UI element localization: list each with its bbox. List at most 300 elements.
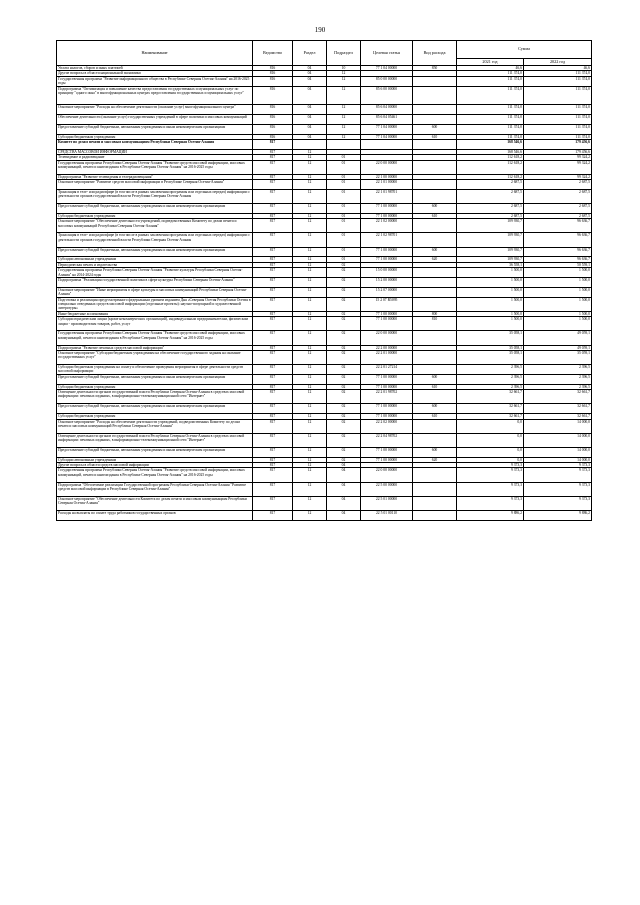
cell-r: 12: [293, 278, 327, 288]
cell-csr: [361, 139, 413, 149]
cell-p: 12: [327, 76, 361, 86]
cell-r: 12: [293, 311, 327, 316]
cell-csr: 22 2 02 00000: [361, 419, 413, 433]
cell-csr: 22 0 00 00000: [361, 331, 413, 345]
cell-csr: 22 1 00 00000: [361, 174, 413, 179]
cell-p: 01: [327, 204, 361, 214]
cell-p: 01: [327, 219, 361, 233]
cell-y2: 96 636,7: [524, 257, 592, 262]
table-row: [57, 287, 592, 297]
cell-ved: 817: [253, 317, 293, 331]
cell-ved: 817: [253, 463, 293, 468]
cell-csr: 77 1 04 00000: [361, 124, 413, 134]
cell-ved: 817: [253, 262, 293, 267]
header-csr: Целевая статья: [361, 41, 413, 66]
cell-y2: 32 661,7: [524, 390, 592, 404]
cell-vr: 620: [413, 257, 457, 262]
table-row: [57, 204, 592, 214]
cell-csr: 85 6 00 00000: [361, 86, 413, 105]
cell-name: Субсидии бюджетным учреждениям на оплату и обеспечение проведения мероприятия в сфере деятельности средств массовой информации: [57, 365, 253, 375]
cell-vr: 600: [413, 247, 457, 257]
cell-r: 12: [293, 457, 327, 462]
cell-csr: 22 1 02 98701: [361, 233, 413, 247]
cell-vr: 810: [413, 317, 457, 331]
cell-r: 12: [293, 219, 327, 233]
cell-p: 02: [327, 262, 361, 267]
cell-csr: 85 6 04 05461: [361, 114, 413, 124]
cell-y1: 1 500,0: [457, 317, 524, 331]
cell-y1: 2 687,5: [457, 213, 524, 218]
cell-name: Основное мероприятие "Обеспечение деятельности Комитета по делам печати и массовым коммуникациям Республики Северная Осетия-Алания": [57, 496, 253, 510]
cell-y1: 9 373,3: [457, 463, 524, 468]
cell-y2: 9 373,3: [524, 468, 592, 482]
cell-vr: 850: [413, 66, 457, 71]
cell-name: Предоставление субсидий бюджетным, автономным учреждениям и иным некоммерческим организациям: [57, 124, 253, 134]
cell-p: 04: [327, 482, 361, 496]
cell-ved: 817: [253, 213, 293, 218]
cell-y2: 96 636,7: [524, 219, 592, 233]
cell-name: Субсидии бюджетным учреждениям: [57, 414, 253, 419]
cell-r: 04: [293, 124, 327, 134]
table-row: [57, 447, 592, 457]
table-row: [57, 468, 592, 482]
cell-csr: 22 2 00 00000: [361, 345, 413, 350]
cell-csr: 15 2 00 00000: [361, 278, 413, 288]
cell-y2: 46,6: [524, 66, 592, 71]
table-row: [57, 86, 592, 105]
cell-ved: 817: [253, 287, 293, 297]
cell-y2: 99 324,2: [524, 160, 592, 174]
cell-y2: 1 500,0: [524, 268, 592, 278]
cell-csr: 77 1 00 00000: [361, 457, 413, 462]
cell-y1: 112 618,2: [457, 155, 524, 160]
cell-p: 04: [327, 463, 361, 468]
table-row: [57, 482, 592, 496]
cell-y1: 111 374,0: [457, 105, 524, 115]
cell-name: Освещение деятельности органов государственной власти Республики Северная Осетия-Алания в средствах массовой информации: печатных изданиях, в информационно-телекоммуникационной сети "Интернет": [57, 390, 253, 404]
cell-y2: 9 886,2: [524, 511, 592, 521]
cell-ved: 817: [253, 384, 293, 389]
cell-vr: [413, 180, 457, 190]
cell-vr: 610: [413, 213, 457, 218]
budget-table: [56, 40, 592, 521]
cell-y2: 179 456,6: [524, 149, 592, 154]
cell-r: 12: [293, 433, 327, 447]
cell-p: [327, 139, 361, 149]
table-row: [57, 180, 592, 190]
cell-vr: 600: [413, 204, 457, 214]
cell-y2: 2 396,5: [524, 384, 592, 389]
cell-p: 01: [327, 233, 361, 247]
cell-vr: [413, 105, 457, 115]
cell-p: 02: [327, 350, 361, 364]
cell-y2: 2 687,5: [524, 189, 592, 203]
cell-r: 12: [293, 257, 327, 262]
cell-name: Основное мероприятие "Субсидии бюджетным учреждениям на обеспечение государственного задания на оказание государственных услуг": [57, 350, 253, 364]
cell-p: 02: [327, 414, 361, 419]
cell-name: Расходы на выплаты по оплате труда работников государственных органов: [57, 511, 253, 521]
cell-r: 12: [293, 233, 327, 247]
cell-y1: 109 930,7: [457, 219, 524, 233]
cell-ved: 817: [253, 419, 293, 433]
cell-y2: 49 059,1: [524, 331, 592, 345]
cell-r: 12: [293, 374, 327, 384]
cell-y1: 2 396,5: [457, 384, 524, 389]
cell-name: Субсидии бюджетным учреждениям: [57, 384, 253, 389]
cell-y1: 35 058,1: [457, 345, 524, 350]
cell-csr: 22 5 01 00110: [361, 511, 413, 521]
cell-y2: 14 000,0: [524, 457, 592, 462]
cell-y1: 46,6: [457, 66, 524, 71]
cell-y1: 2 687,5: [457, 180, 524, 190]
table-row: [57, 247, 592, 257]
table-row: [57, 219, 592, 233]
cell-ved: 817: [253, 204, 293, 214]
cell-r: 12: [293, 287, 327, 297]
cell-r: 04: [293, 66, 327, 71]
cell-name: Подпрограмма "Оптимизация и повышение качества предоставления государственных и муниципальных услуг по принципу "одного окна" в многофункциональных центрах предоставления государственных и муниципальных услуг": [57, 86, 253, 105]
cell-name: Обеспечение деятельности (оказание услуг) государственных учреждений в сфере политики и массовых коммуникаций: [57, 114, 253, 124]
cell-y1: 1 500,0: [457, 278, 524, 288]
cell-y1: 109 930,7: [457, 257, 524, 262]
table-row: [57, 496, 592, 510]
table-row: [57, 189, 592, 203]
cell-ved: 817: [253, 457, 293, 462]
cell-ved: 816: [253, 114, 293, 124]
cell-vr: [413, 390, 457, 404]
cell-vr: [413, 511, 457, 521]
cell-vr: 610: [413, 384, 457, 389]
cell-y1: 9 373,3: [457, 468, 524, 482]
cell-y2: 179 456,6: [524, 139, 592, 149]
cell-csr: 77 1 00 00000: [361, 311, 413, 316]
cell-ved: 817: [253, 155, 293, 160]
cell-r: 12: [293, 511, 327, 521]
cell-p: 01: [327, 189, 361, 203]
cell-y1: 111 374,0: [457, 134, 524, 139]
cell-r: 04: [293, 114, 327, 124]
cell-name: Трансляция в теле- или радиоэфире (в том числе в рамках заключения программы или отдельных передач) информации о деятельности органов государственной власти Республики Северная Осетия-Алания: [57, 189, 253, 203]
cell-y2: 9 373,3: [524, 496, 592, 510]
cell-csr: 22 2 01 98702: [361, 390, 413, 404]
cell-r: 12: [293, 482, 327, 496]
cell-name: Подпрограмма "Реализация государственной политики в сфере культуры Республики Северная Осетия-Алания": [57, 278, 253, 288]
cell-y2: 99 324,2: [524, 174, 592, 179]
cell-name: Трансляция в теле- или радиоэфире (в том числе в рамках заключения программы или отдельных передач) информации о деятельности органов государственной власти Республики Северная Осетия-Алания: [57, 233, 253, 247]
cell-r: 04: [293, 71, 327, 76]
cell-y2: 111 374,0: [524, 105, 592, 115]
cell-csr: 77 1 00 00000: [361, 204, 413, 214]
cell-r: 12: [293, 345, 327, 350]
cell-p: 12: [327, 114, 361, 124]
table-row: [57, 350, 592, 364]
table-row: [57, 297, 592, 311]
header-razdel: Раздел: [293, 41, 327, 66]
cell-r: 12: [293, 447, 327, 457]
cell-y2: 2 396,5: [524, 374, 592, 384]
cell-csr: 77 1 00 00000: [361, 404, 413, 414]
cell-name: Субсидии юридическим лицам (кроме некоммерческих организаций), индивидуальным предпринимателям, физическим лицам - производителям товаров, работ, услуг: [57, 317, 253, 331]
cell-y2: 1 500,0: [524, 311, 592, 316]
cell-vr: [413, 365, 457, 375]
cell-ved: 817: [253, 278, 293, 288]
table-row: [57, 114, 592, 124]
cell-vr: [413, 482, 457, 496]
table-row: [57, 404, 592, 414]
table-row: [57, 124, 592, 134]
cell-y1: 168 546,6: [457, 139, 524, 149]
cell-ved: 817: [253, 350, 293, 364]
cell-r: 12: [293, 331, 327, 345]
cell-y1: 111 374,0: [457, 124, 524, 134]
table-row: [57, 419, 592, 433]
cell-ved: 817: [253, 257, 293, 262]
cell-vr: [413, 433, 457, 447]
table-row: [57, 76, 592, 86]
cell-r: 12: [293, 204, 327, 214]
cell-r: 12: [293, 384, 327, 389]
cell-vr: 610: [413, 414, 457, 419]
cell-name: Комитет по делам печати и массовым коммуникациям Республики Северная Осетия-Алания: [57, 139, 253, 149]
cell-y2: 2 396,5: [524, 365, 592, 375]
cell-y2: 9 373,3: [524, 463, 592, 468]
cell-name: Телевидение и радиовещание: [57, 155, 253, 160]
cell-y1: 112 618,2: [457, 174, 524, 179]
cell-ved: 816: [253, 124, 293, 134]
cell-vr: [413, 297, 457, 311]
cell-r: 04: [293, 86, 327, 105]
cell-y2: 111 374,0: [524, 134, 592, 139]
cell-csr: 22 5 01 00000: [361, 496, 413, 510]
cell-r: 12: [293, 390, 327, 404]
cell-p: 02: [327, 447, 361, 457]
cell-y2: 14 000,0: [524, 419, 592, 433]
cell-csr: 77 1 00 00000: [361, 447, 413, 457]
cell-y2: 2 687,5: [524, 204, 592, 214]
cell-p: 01: [327, 257, 361, 262]
cell-y1: 111 374,0: [457, 114, 524, 124]
cell-csr: 22 2 01 00000: [361, 350, 413, 364]
cell-csr: 77 1 00 00000: [361, 257, 413, 262]
header-ved: Ведомство: [253, 41, 293, 66]
cell-y1: 111 374,0: [457, 86, 524, 105]
cell-ved: 817: [253, 390, 293, 404]
cell-name: Уплата налогов, сборов и иных платежей: [57, 66, 253, 71]
cell-ved: 817: [253, 160, 293, 174]
cell-name: Освещение деятельности органов государственной власти Республики Северная Осетия-Алания в средствах массовой информации: печатных изданиях, в информационно-телекоммуникационной сети "Интернет": [57, 433, 253, 447]
cell-ved: 816: [253, 86, 293, 105]
cell-y1: 35 058,1: [457, 350, 524, 364]
cell-vr: [413, 496, 457, 510]
page-number: 190: [314, 26, 326, 34]
cell-ved: 816: [253, 76, 293, 86]
cell-r: 04: [293, 76, 327, 86]
cell-name: Субсидии бюджетным учреждениям: [57, 213, 253, 218]
cell-name: Подпрограмма "Развитие печатных средств массовой информации": [57, 345, 253, 350]
cell-ved: 817: [253, 433, 293, 447]
cell-p: 02: [327, 374, 361, 384]
cell-y1: 0,0: [457, 419, 524, 433]
cell-name: Государственная программа Республики Северная Осетия-Алания "Развитие средств массовой информации, массовых коммуникаций, печати и книгоиздания в Республике Северная Осетия-Алания" на 2016-2025 годы: [57, 160, 253, 174]
table-row: [57, 374, 592, 384]
cell-vr: [413, 350, 457, 364]
cell-csr: 15 0 00 00000: [361, 268, 413, 278]
cell-name: Основное мероприятие "Расходы на обеспечение деятельности (оказание услуг) многофункционального центра": [57, 105, 253, 115]
table-body: [57, 66, 592, 521]
cell-ved: 817: [253, 482, 293, 496]
cell-p: 04: [327, 468, 361, 482]
cell-csr: 77 1 00 00000: [361, 414, 413, 419]
cell-p: 02: [327, 268, 361, 278]
cell-y1: 109 930,7: [457, 247, 524, 257]
cell-r: [293, 139, 327, 149]
cell-p: 02: [327, 278, 361, 288]
cell-vr: [413, 233, 457, 247]
cell-ved: 817: [253, 219, 293, 233]
cell-vr: [413, 86, 457, 105]
cell-r: 04: [293, 105, 327, 115]
cell-y2: 111 374,0: [524, 76, 592, 86]
cell-y2: 9 373,3: [524, 482, 592, 496]
cell-csr: 15 2 07 R5095: [361, 297, 413, 311]
cell-p: 10: [327, 66, 361, 71]
cell-csr: 85 6 04 00000: [361, 105, 413, 115]
cell-vr: 600: [413, 447, 457, 457]
header-2021: 2021 год: [457, 59, 524, 66]
cell-p: 02: [327, 457, 361, 462]
header-2022: 2022 год: [524, 59, 592, 66]
cell-y1: 35 058,1: [457, 331, 524, 345]
cell-ved: 817: [253, 345, 293, 350]
cell-p: 12: [327, 134, 361, 139]
table-row: [57, 139, 592, 149]
cell-name: Субсидии бюджетным учреждениям: [57, 134, 253, 139]
cell-p: 02: [327, 419, 361, 433]
cell-name: Основное мероприятие "Обеспечение деятельности учреждений, подведомственных Комитету по делам печати и массовых коммуникаций Республики Северная Осетия-Алания": [57, 219, 253, 233]
cell-p: 01: [327, 160, 361, 174]
cell-csr: 22 2 04 98702: [361, 433, 413, 447]
cell-name: Предоставление субсидий бюджетным, автономным учреждениям и иным некоммерческим организациям: [57, 204, 253, 214]
cell-r: 04: [293, 134, 327, 139]
cell-vr: 610: [413, 134, 457, 139]
cell-vr: [413, 278, 457, 288]
cell-name: Основное мероприятие "Расходы на обеспечение деятельности учреждений, подведомственных Комитету по делам печати и массовых коммуникаций Республики Северная Осетия-Алания": [57, 419, 253, 433]
cell-p: 12: [327, 124, 361, 134]
cell-r: 12: [293, 419, 327, 433]
cell-p: 12: [327, 71, 361, 76]
cell-y2: 111 374,0: [524, 86, 592, 105]
table-row: [57, 433, 592, 447]
cell-y1: 9 373,3: [457, 496, 524, 510]
cell-ved: 817: [253, 297, 293, 311]
cell-p: 01: [327, 247, 361, 257]
cell-r: 12: [293, 180, 327, 190]
cell-y1: 0,0: [457, 447, 524, 457]
cell-ved: 817: [253, 180, 293, 190]
cell-y1: 1 500,0: [457, 311, 524, 316]
cell-vr: 600: [413, 404, 457, 414]
cell-name: Предоставление субсидий бюджетным, автономным учреждениям и иным некоммерческим организациям: [57, 374, 253, 384]
cell-y1: 168 546,6: [457, 149, 524, 154]
cell-y2: 32 661,7: [524, 414, 592, 419]
cell-ved: 816: [253, 134, 293, 139]
table-row: [57, 365, 592, 375]
cell-r: 12: [293, 350, 327, 364]
cell-csr: 22 5 00 00000: [361, 482, 413, 496]
cell-y2: 1 500,0: [524, 297, 592, 311]
cell-y2: 32 661,7: [524, 404, 592, 414]
cell-p: 02: [327, 331, 361, 345]
cell-y1: 9 886,2: [457, 511, 524, 521]
cell-y1: 112 618,2: [457, 160, 524, 174]
cell-vr: 600: [413, 374, 457, 384]
cell-vr: [413, 76, 457, 86]
cell-r: 12: [293, 155, 327, 160]
header-name: Наименование: [57, 41, 253, 66]
cell-y1: 2 396,5: [457, 365, 524, 375]
cell-p: 02: [327, 365, 361, 375]
cell-p: 02: [327, 433, 361, 447]
cell-p: 02: [327, 287, 361, 297]
cell-vr: [413, 268, 457, 278]
cell-p: 12: [327, 105, 361, 115]
cell-p: 04: [327, 511, 361, 521]
cell-ved: 817: [253, 139, 293, 149]
cell-r: 12: [293, 174, 327, 179]
cell-y1: 9 373,3: [457, 482, 524, 496]
cell-vr: [413, 468, 457, 482]
cell-y1: 32 661,7: [457, 414, 524, 419]
cell-ved: 817: [253, 511, 293, 521]
cell-r: 12: [293, 468, 327, 482]
cell-name: Предоставление субсидий бюджетным, автономным учреждениям и иным некоммерческим организациям: [57, 404, 253, 414]
cell-name: Субсидии автономным учреждениям: [57, 457, 253, 462]
table-row: [57, 233, 592, 247]
cell-ved: 817: [253, 233, 293, 247]
header-vr: Вид расхода: [413, 41, 457, 66]
cell-vr: [413, 219, 457, 233]
cell-y1: 111 374,0: [457, 71, 524, 76]
cell-ved: 817: [253, 311, 293, 316]
cell-csr: 77 1 00 00000: [361, 213, 413, 218]
cell-vr: 600: [413, 124, 457, 134]
cell-name: Основное мероприятие "Развитие средств массовой информации в Республике Северная Осетия-Алания": [57, 180, 253, 190]
cell-y2: 2 687,5: [524, 180, 592, 190]
cell-csr: 77 1 00 00000: [361, 317, 413, 331]
cell-csr: 22 1 01 00000: [361, 180, 413, 190]
cell-y1: 2 687,5: [457, 204, 524, 214]
cell-ved: 817: [253, 496, 293, 510]
cell-r: 12: [293, 404, 327, 414]
cell-y1: 2 396,5: [457, 374, 524, 384]
cell-p: 01: [327, 180, 361, 190]
cell-csr: 22 1 02 00000: [361, 219, 413, 233]
cell-y2: 111 374,0: [524, 71, 592, 76]
cell-vr: [413, 139, 457, 149]
cell-p: 02: [327, 311, 361, 316]
cell-csr: 22 1 01 98701: [361, 189, 413, 203]
cell-y2: 35 059,1: [524, 350, 592, 364]
cell-name: Государственная программа Республики Северная Осетия-Алания "Развитие средств массовой информации, массовых коммуникаций, печати и книгоиздания в Республике Северная Осетия-Алания" на 2016-2025 годы: [57, 468, 253, 482]
cell-name: Субсидии автономным учреждениям: [57, 257, 253, 262]
cell-p: 02: [327, 297, 361, 311]
table-row: [57, 105, 592, 115]
cell-ved: 817: [253, 149, 293, 154]
cell-y2: 96 636,7: [524, 247, 592, 257]
cell-p: 02: [327, 390, 361, 404]
cell-name: Государственная программа "Развитие информационного общества в Республике Северная Осетия-Алания" на 2016-2025 годы: [57, 76, 253, 86]
table-row: [57, 317, 592, 331]
